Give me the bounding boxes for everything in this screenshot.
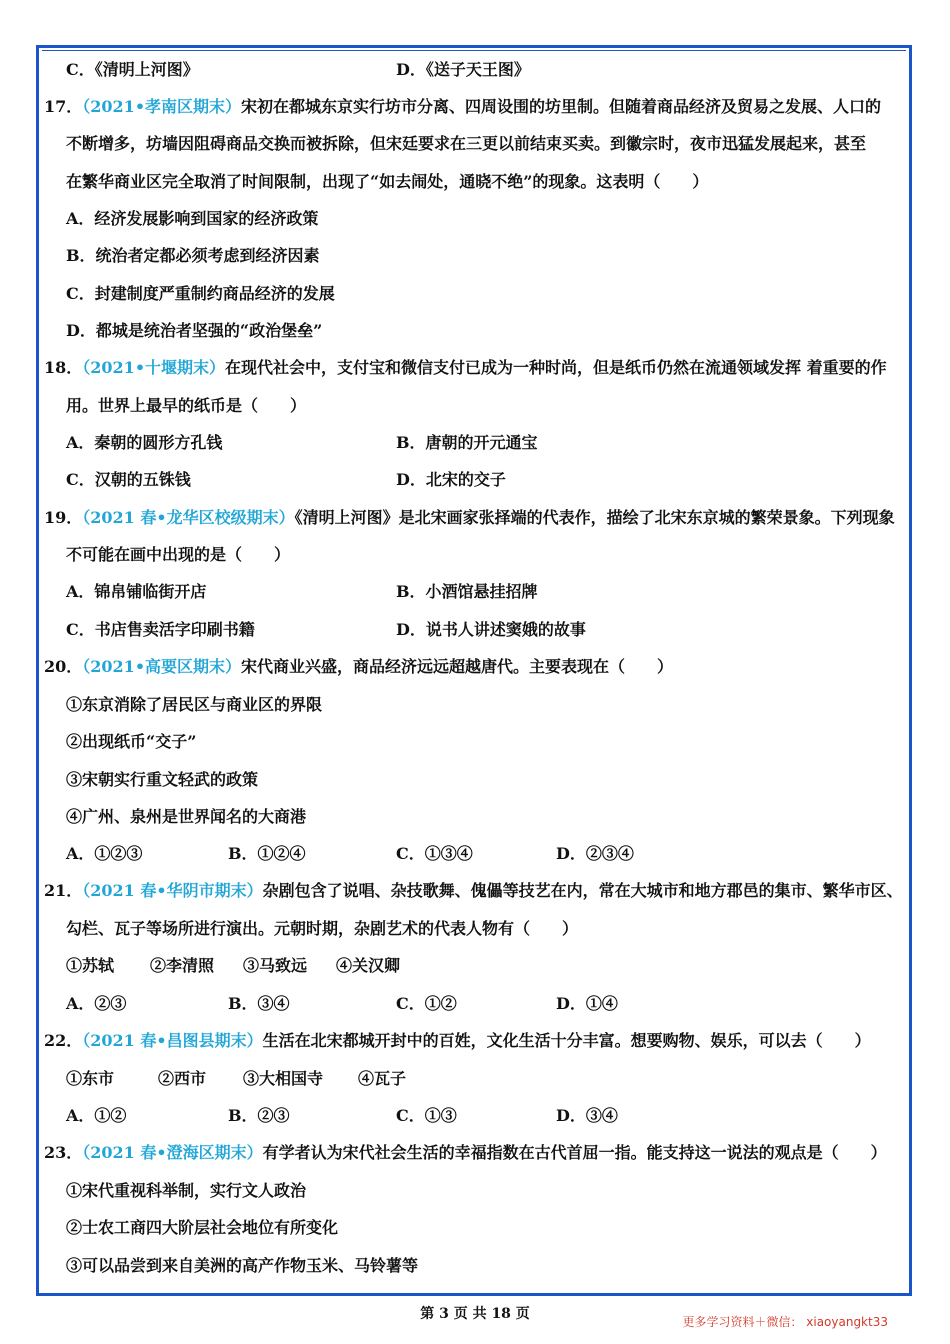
q21-statement-2: ②李清照 bbox=[150, 956, 215, 975]
q18-source-tag: （2021•十堰期末） bbox=[82, 358, 226, 377]
q21-option-c: C．①② bbox=[396, 994, 457, 1013]
q17-option-c: C．封建制度严重制约商品经济的发展 bbox=[66, 284, 335, 303]
q21-statement-4: ④关汉卿 bbox=[336, 956, 401, 975]
q17-stem-line-3: 在繁华商业区完全取消了时间限制，出现了“如去闹处，通晓不绝”的现象。这表明（ ） bbox=[66, 172, 709, 191]
q22-option-a: A．①② bbox=[66, 1106, 127, 1125]
q17-option-b: B．统治者定都必须考虑到经济因素 bbox=[66, 246, 320, 265]
q21-option-b: B．③④ bbox=[228, 994, 290, 1013]
q22-stem-text: 生活在北宋都城开封中的百姓，文化生活十分丰富。想要购物、娱乐，可以去（ ） bbox=[262, 1031, 871, 1050]
q22-option-b: B．②③ bbox=[228, 1106, 290, 1125]
q21-option-d: D．①④ bbox=[556, 994, 618, 1013]
q17-source-tag: （2021•孝南区期末） bbox=[82, 97, 242, 116]
q17-stem-line-2: 不断增多，坊墙因阻碍商品交换而被拆除，但宋廷要求在三更以前结束买卖。到徽宗时，夜市迅猛发展起来，甚至 bbox=[66, 134, 867, 153]
q18-stem-text: 在现代社会中，支付宝和微信支付已成为一种时尚，但是纸币仍然在流通领域发挥 着重要的作 bbox=[225, 358, 887, 377]
q20-option-d: D．②③④ bbox=[556, 844, 634, 863]
q20-statement-3: ③宋朝实行重文轻武的政策 bbox=[66, 770, 259, 789]
q17-number: 17． bbox=[44, 97, 83, 116]
q23-statement-2: ②士农工商四大阶层社会地位有所变化 bbox=[66, 1218, 339, 1237]
q19-stem-line-2: 不可能在画中出现的是（ ） bbox=[66, 545, 291, 564]
q19-source-tag: （2021 春•龙华区校级期末） bbox=[82, 508, 295, 527]
q22-statement-2: ②西市 bbox=[158, 1069, 207, 1088]
q19-stem-line-1 bbox=[44, 508, 895, 528]
q17-option-d: D．都城是统治者坚强的“政治堡垒” bbox=[66, 321, 323, 340]
q23-stem-line-1 bbox=[44, 1143, 887, 1163]
q19-option-b: B．小酒馆悬挂招牌 bbox=[396, 582, 538, 601]
q18-option-a: A．秦朝的圆形方孔钱 bbox=[66, 433, 223, 452]
q20-option-a: A．①②③ bbox=[66, 844, 143, 863]
q20-option-c: C．①③④ bbox=[396, 844, 473, 863]
q17-stem-text: 宋初在都城东京实行坊市分离、四周设围的坊里制。但随着商品经济及贸易之发展、人口的 bbox=[241, 97, 882, 116]
q20-stem-line-1 bbox=[44, 657, 673, 677]
q17-stem-line-1 bbox=[44, 97, 881, 117]
q19-option-c: C．书店售卖活字印刷书籍 bbox=[66, 620, 255, 639]
q21-statement-1: ①苏轼 bbox=[66, 956, 115, 975]
q23-statement-1: ①宋代重视科举制，实行文人政治 bbox=[66, 1181, 307, 1200]
q22-option-c: C．①③ bbox=[396, 1106, 457, 1125]
q22-stem-line-1 bbox=[44, 1031, 871, 1051]
q18-option-d: D．北宋的交子 bbox=[396, 470, 506, 489]
q20-source-tag: （2021•高要区期末） bbox=[82, 657, 242, 676]
q20-statement-1: ①东京消除了居民区与商业区的界限 bbox=[66, 695, 323, 714]
q19-option-a: A．锦帛铺临街开店 bbox=[66, 582, 207, 601]
q19-stem-text: 《清明上河图》是北宋画家张择端的代表作，描绘了北宋东京城的繁荣景象。下列现象 bbox=[294, 508, 895, 527]
q23-source-tag: （2021 春•澄海区期末） bbox=[82, 1143, 263, 1162]
q23-stem-text: 有学者认为宋代社会生活的幸福指数在古代首屈一指。能支持这一说法的观点是（ ） bbox=[262, 1143, 887, 1162]
q22-option-d: D．③④ bbox=[556, 1106, 618, 1125]
q22-source-tag: （2021 春•昌图县期末） bbox=[82, 1031, 263, 1050]
q21-stem-line-1 bbox=[44, 881, 903, 901]
q21-statement-3: ③马致远 bbox=[243, 956, 308, 975]
q22-statement-1: ①东市 bbox=[66, 1069, 115, 1088]
page-number: 第 3 页 共 18 页 bbox=[420, 1306, 530, 1322]
q18-option-c: C．汉朝的五铢钱 bbox=[66, 470, 191, 489]
q18-stem-line-2: 用。世界上最早的纸币是（ ） bbox=[66, 396, 307, 415]
q19-number: 19． bbox=[44, 508, 83, 527]
q18-option-b: B．唐朝的开元通宝 bbox=[396, 433, 538, 452]
q20-stem-text: 宋代商业兴盛，商品经济远远超越唐代。主要表现在（ ） bbox=[241, 657, 674, 676]
wechat-contact: 更多学习资料＋微信： xiaoyangkt33 bbox=[682, 1315, 888, 1329]
q20-statement-4: ④广州、泉州是世界闻名的大商港 bbox=[66, 807, 307, 826]
q21-stem-text: 杂剧包含了说唱、杂技歌舞、傀儡等技艺在内，常在大城市和地方郡邑的集市、繁华市区、 bbox=[262, 881, 903, 900]
q20-statement-2: ②出现纸币“交子” bbox=[66, 732, 197, 751]
frame-rule bbox=[42, 50, 906, 51]
q19-option-d: D．说书人讲述窦娥的故事 bbox=[396, 620, 586, 639]
q18-number: 18． bbox=[44, 358, 83, 377]
q21-source-tag: （2021 春•华阴市期末） bbox=[82, 881, 263, 900]
q22-statement-4: ④瓦子 bbox=[358, 1069, 407, 1088]
q21-number: 21． bbox=[44, 881, 83, 900]
q21-option-a: A．②③ bbox=[66, 994, 127, 1013]
q18-stem-line-1 bbox=[44, 358, 887, 378]
q22-statement-3: ③大相国寺 bbox=[243, 1069, 324, 1088]
q17-option-a: A．经济发展影响到国家的经济政策 bbox=[66, 209, 319, 228]
q16-option-d: D．《送子天王图》 bbox=[396, 60, 530, 79]
q20-number: 20． bbox=[44, 657, 83, 676]
q20-option-b: B．①②④ bbox=[228, 844, 306, 863]
q23-statement-3: ③可以品尝到来自美洲的高产作物玉米、马铃薯等 bbox=[66, 1256, 419, 1275]
q23-number: 23． bbox=[44, 1143, 83, 1162]
q21-stem-line-2: 勾栏、瓦子等场所进行演出。元朝时期，杂剧艺术的代表人物有（ ） bbox=[66, 919, 579, 938]
q22-number: 22． bbox=[44, 1031, 83, 1050]
q16-option-c: C．《清明上河图》 bbox=[66, 60, 199, 79]
